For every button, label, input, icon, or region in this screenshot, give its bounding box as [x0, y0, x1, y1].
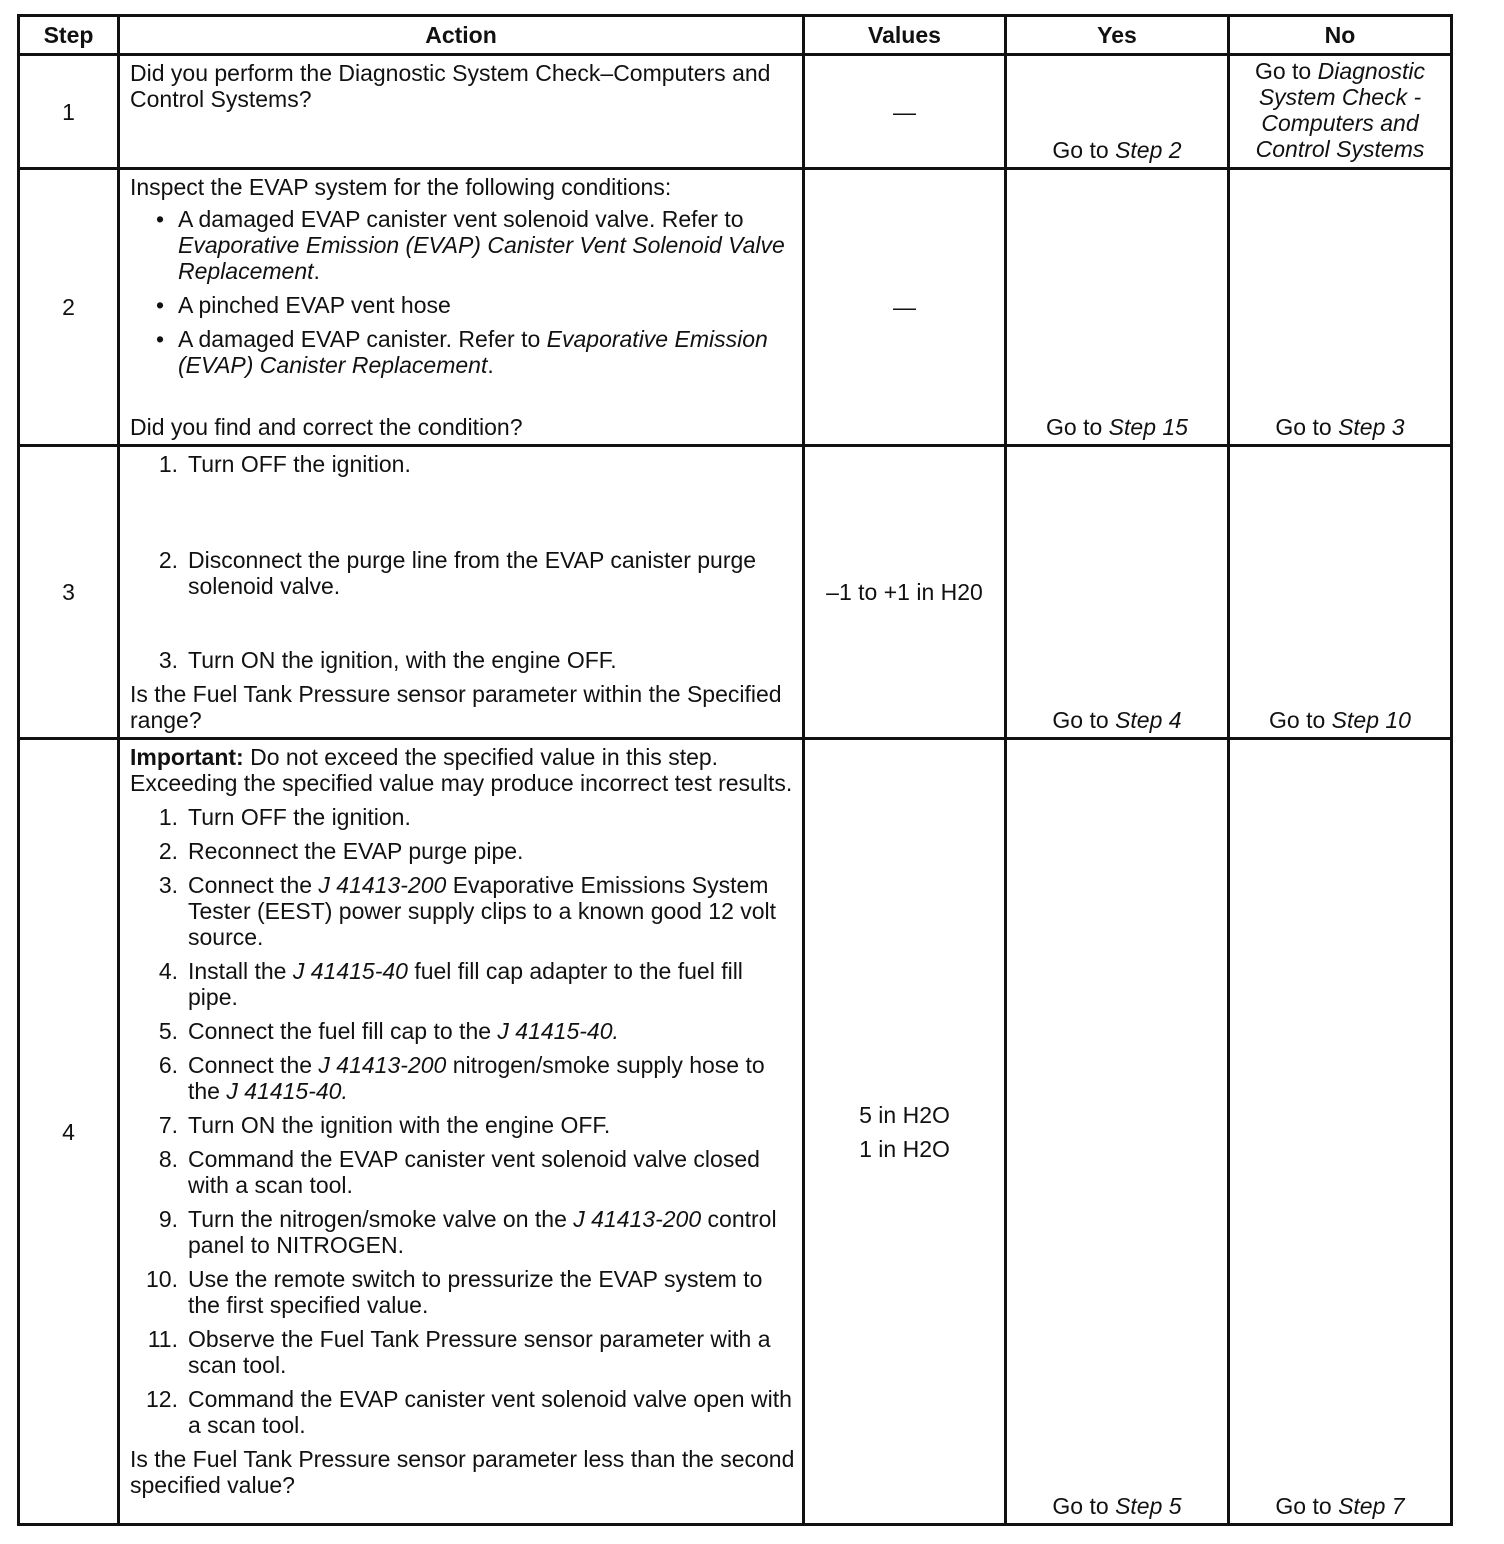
bullet-icon: • [156, 292, 165, 318]
list-number: 2. [158, 838, 178, 864]
list-item-text: A damaged EVAP canister vent solenoid valve. Refer to [178, 206, 744, 232]
list-item-text: Disconnect the purge line from the EVAP canister purge solenoid valve. [188, 547, 757, 599]
list-item [130, 1266, 796, 1318]
list-item [130, 451, 796, 477]
step-number: 2 [19, 169, 119, 446]
tool-reference[interactable]: J 41415-40. [497, 1018, 619, 1044]
list-number: 3. [158, 872, 178, 898]
list-item [130, 838, 796, 864]
values-cell: –1 to +1 in H20 [804, 446, 1006, 739]
tool-reference[interactable]: J 41415-40 [292, 958, 408, 984]
header-action: Action [119, 16, 804, 55]
tool-reference[interactable]: J 41415-40. [226, 1078, 348, 1104]
table-row-step-2 [19, 169, 1452, 446]
list-item-text: Connect the [188, 1052, 319, 1078]
list-item-text: Connect the fuel fill cap to the [188, 1018, 498, 1044]
action-cell [119, 55, 804, 169]
list-number: 12. [146, 1386, 178, 1412]
list-number: 10. [146, 1266, 178, 1292]
yes-cell[interactable] [1006, 55, 1229, 169]
procedure-list [130, 804, 796, 1438]
yes-link-step-2[interactable]: Step 2 [1115, 137, 1182, 163]
list-item-text: Install the [188, 958, 293, 984]
important-note [130, 744, 796, 796]
diagnostic-table [17, 14, 1453, 1526]
list-item-text: fuel fill cap adapter to the fuel fill pipe. [188, 958, 743, 1010]
yes-prefix: Go to [1052, 1493, 1116, 1519]
list-item [130, 958, 796, 1010]
no-cell[interactable] [1229, 446, 1452, 739]
list-item-text: Turn ON the ignition with the engine OFF. [188, 1112, 611, 1138]
no-link-step-3[interactable]: Step 3 [1338, 414, 1405, 440]
step-number: 1 [19, 55, 119, 169]
list-number: 6. [158, 1052, 178, 1078]
header-row [19, 16, 1452, 55]
list-item-text: Evaporative Emissions System Tester (EEST) power supply clips to a known good 12 volt source. [188, 872, 777, 950]
list-item-text: A damaged EVAP canister. Refer to [178, 326, 547, 352]
action-cell [119, 739, 804, 1525]
action-question: Is the Fuel Tank Pressure sensor parameter within the Specified range? [130, 681, 782, 733]
no-link-diagnostic-system-check[interactable]: Diagnostic System Check - Computers and Control Systems [1255, 58, 1426, 162]
list-item [130, 1386, 796, 1438]
yes-prefix: Go to [1052, 707, 1116, 733]
no-prefix: Go to [1254, 58, 1318, 84]
list-item [130, 1112, 796, 1138]
list-number: 2. [158, 547, 178, 573]
table-row-step-3 [19, 446, 1452, 739]
yes-link-step-5[interactable]: Step 5 [1115, 1493, 1182, 1519]
values-cell: — [804, 169, 1006, 446]
yes-link-step-15[interactable]: Step 15 [1108, 414, 1188, 440]
header-yes: Yes [1006, 16, 1229, 55]
table-row-step-1 [19, 55, 1452, 169]
reference-link[interactable]: Evaporative Emission (EVAP) Canister Replacement [178, 326, 768, 378]
step-number: 4 [19, 739, 119, 1525]
action-question: Did you find and correct the condition? [130, 414, 523, 440]
list-item-text: Connect the [188, 872, 319, 898]
important-label: Important: [130, 744, 244, 770]
important-text: Do not exceed the specified value in this step. Exceeding the specified value may produce incorrect test results. [130, 744, 793, 796]
yes-cell[interactable] [1006, 446, 1229, 739]
list-item [130, 1018, 796, 1044]
action-cell [119, 169, 804, 446]
list-number: 9. [158, 1206, 178, 1232]
bullet-icon: • [156, 206, 165, 232]
procedure-list [130, 451, 796, 673]
list-item [130, 804, 796, 830]
tool-reference[interactable]: J 41413-200 [318, 872, 447, 898]
no-link-step-7[interactable]: Step 7 [1338, 1493, 1405, 1519]
values-cell: — [804, 55, 1006, 169]
no-link-step-10[interactable]: Step 10 [1331, 707, 1411, 733]
action-text: Did you perform the Diagnostic System Check–Computers and Control Systems? [130, 60, 771, 112]
value-first: 5 in H2O [859, 1101, 950, 1128]
list-item-text: Command the EVAP canister vent solenoid valve closed with a scan tool. [188, 1146, 760, 1198]
no-cell[interactable] [1229, 739, 1452, 1525]
action-cell [119, 446, 804, 739]
header-step: Step [19, 16, 119, 55]
list-item-text: Command the EVAP canister vent solenoid valve open with a scan tool. [188, 1386, 792, 1438]
list-item [130, 1052, 796, 1104]
bullet-icon: • [156, 326, 165, 352]
list-item-text: Turn OFF the ignition. [188, 451, 411, 477]
tool-reference[interactable]: J 41413-200 [318, 1052, 447, 1078]
list-item-text: Use the remote switch to pressurize the EVAP system to the first specified value. [188, 1266, 763, 1318]
no-prefix: Go to [1275, 414, 1339, 440]
action-intro: Inspect the EVAP system for the following conditions: [130, 174, 672, 200]
step-number: 3 [19, 446, 119, 739]
list-number: 7. [158, 1112, 178, 1138]
yes-cell[interactable] [1006, 169, 1229, 446]
header-no: No [1229, 16, 1452, 55]
list-number: 11. [147, 1326, 178, 1352]
list-number: 1. [158, 804, 178, 830]
list-item [130, 647, 796, 673]
list-item [130, 872, 796, 950]
list-item-text: Turn ON the ignition, with the engine OFF. [188, 647, 617, 673]
reference-link[interactable]: Evaporative Emission (EVAP) Canister Vent Solenoid Valve Replacement [178, 232, 785, 284]
list-number: 8. [158, 1146, 178, 1172]
list-item [130, 1326, 796, 1378]
list-item [130, 292, 796, 318]
tool-reference[interactable]: J 41413-200 [573, 1206, 702, 1232]
list-number: 4. [158, 958, 178, 984]
no-cell[interactable] [1229, 55, 1452, 169]
list-item-text: A pinched EVAP vent hose [178, 292, 451, 318]
yes-cell[interactable] [1006, 739, 1229, 1525]
list-item: • A damaged EVAP canister vent solenoid valve. Refer to Evaporative Emission (EVAP) Canister Vent Solenoid Valve Replacement. [156, 206, 785, 284]
no-prefix: Go to [1275, 1493, 1339, 1519]
list-item-text: control panel to NITROGEN. [188, 1206, 777, 1258]
list-item: • A damaged EVAP canister. Refer to Evaporative Emission (EVAP) Canister Replacement. [156, 326, 768, 378]
list-item [130, 547, 796, 599]
list-item-text: Turn the nitrogen/smoke valve on the [188, 1206, 574, 1232]
header-values: Values [804, 16, 1006, 55]
values-cell [804, 739, 1006, 1525]
yes-prefix: Go to [1052, 137, 1116, 163]
no-prefix: Go to [1269, 707, 1332, 733]
list-number: 3. [158, 647, 178, 673]
condition-list [130, 206, 796, 378]
value-second: 1 in H2O [859, 1135, 950, 1162]
list-item-text: Observe the Fuel Tank Pressure sensor parameter with a scan tool. [188, 1326, 771, 1378]
list-item [130, 1206, 796, 1258]
list-item-text: Reconnect the EVAP purge pipe. [188, 838, 524, 864]
list-item-text: Turn OFF the ignition. [188, 804, 411, 830]
action-question: Is the Fuel Tank Pressure sensor parameter less than the second specified value? [130, 1446, 795, 1498]
list-number: 5. [158, 1018, 178, 1044]
yes-prefix: Go to [1046, 414, 1109, 440]
list-item [130, 1146, 796, 1198]
table-row-step-4 [19, 739, 1452, 1525]
no-cell[interactable] [1229, 169, 1452, 446]
yes-link-step-4[interactable]: Step 4 [1115, 707, 1182, 733]
list-item-text: nitrogen/smoke supply hose to the [188, 1052, 765, 1104]
list-number: 1. [158, 451, 178, 477]
